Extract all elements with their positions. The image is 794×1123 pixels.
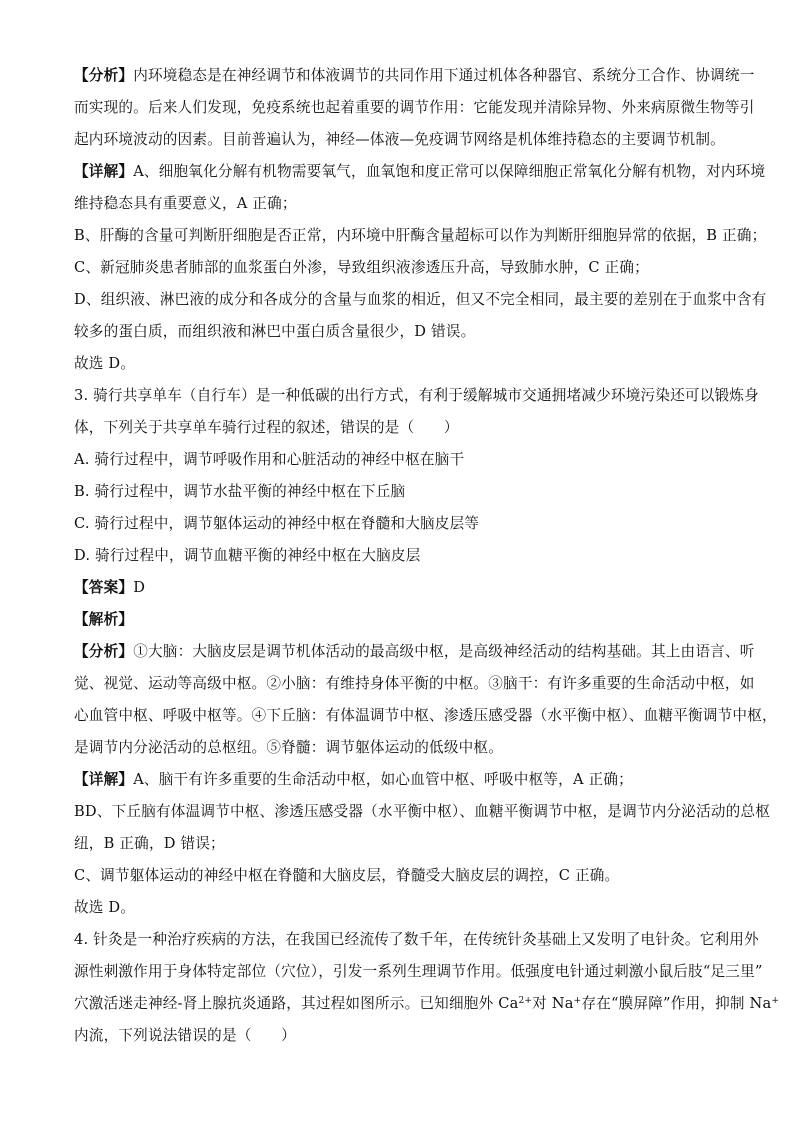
detail2-conclusion: 故选 D。	[74, 899, 136, 916]
analysis1-line1: 【分析】内环境稳态是在神经调节和体液调节的共同作用下通过机体各种器官、系统分工合作、协调统一	[74, 67, 755, 84]
explain-tag: 【解析】	[74, 611, 134, 628]
question3-option-c: C. 骑行过程中，调节躯体运动的神经中枢在脊髓和大脑皮层等	[74, 515, 480, 532]
detail1-line4: C、新冠肺炎患者肺部的血浆蛋白外渗，导致组织液渗透压升高，导致肺水肿，C 正确；	[74, 259, 649, 276]
analysis2-line3: 心血管中枢、呼吸中枢等。④下丘脑：有体温调节中枢、渗透压感受器（水平衡中枢）、血糖平衡调节中枢，	[74, 707, 777, 724]
analysis2-line2: 觉、视觉、运动等高级中枢。②小脑：有维持身体平衡的中枢。③脑干：有许多重要的生命活动中枢，如	[74, 675, 755, 692]
detail1-tag: 【详解】	[74, 163, 134, 180]
analysis2-tag: 【分析】	[74, 643, 134, 660]
analysis1-tag: 【分析】	[74, 67, 134, 84]
detail1-line3: B、肝酶的含量可判断肝细胞是否正常，内环境中肝酶含量超标可以作为判断肝细胞异常的依据，B 正确；	[74, 227, 767, 244]
detail1-conclusion: 故选 D。	[74, 355, 136, 372]
detail1-line2: 维持稳态具有重要意义，A 正确；	[74, 195, 297, 212]
question4-stem-line1: 4. 针灸是一种治疗疾病的方法，在我国已经流传了数千年，在传统针灸基础上又发明了电针灸。它利用外	[74, 931, 759, 948]
question3-option-b: B. 骑行过程中，调节水盐平衡的神经中枢在下丘脑	[74, 483, 406, 500]
question3-option-d: D. 骑行过程中，调节血糖平衡的神经中枢在大脑皮层	[74, 547, 421, 564]
question4-stem-line4: 内流，下列说法错误的是（ ）	[74, 1027, 296, 1044]
detail1-line5: D、组织液、淋巴液的成分和各成分的含量与血浆的相近，但又不完全相同，最主要的差别在于血浆中含有	[74, 291, 767, 308]
detail2-tag: 【详解】	[74, 771, 134, 788]
answer-value: D	[133, 579, 146, 596]
detail1-line6: 较多的蛋白质，而组织液和淋巴中蛋白质含量很少，D 错误。	[74, 323, 476, 340]
question4-stem-line3: 穴激活迷走神经-肾上腺抗炎通路，其过程如图所示。已知细胞外 $Ca^{2+}$对 Na+存在“膜屏障”作用，抑制 Na+	[74, 995, 780, 1012]
question3-option-a: A. 骑行过程中，调节呼吸作用和心脏活动的神经中枢在脑干	[74, 451, 465, 468]
analysis2-line4: 是调节内分泌活动的总枢纽。⑤脊髓：调节躯体运动的低级中枢。	[74, 739, 504, 756]
detail1-line1: 【详解】A、细胞氧化分解有机物需要氧气，血氧饱和度正常可以保障细胞正常氧化分解有机物，对内环境	[74, 163, 766, 180]
analysis1-line2: 而实现的。后来人们发现，免疫系统也起着重要的调节作用：它能发现并清除异物、外来病原微生物等引	[74, 99, 755, 116]
question3-answer	[74, 578, 145, 598]
detail2-line2: BD、下丘脑有体温调节中枢、渗透压感受器（水平衡中枢）、血糖平衡调节中枢，是调节内分泌活动的总枢	[74, 803, 771, 820]
question3-stem-line1: 3. 骑行共享单车（自行车）是一种低碳的出行方式，有利于缓解城市交通拥堵减少环境污染还可以锻炼身	[74, 387, 759, 404]
question3-stem-line2: 体，下列关于共享单车骑行过程的叙述，错误的是（ ）	[74, 419, 459, 436]
detail2-line1: 【详解】A、脑干有许多重要的生命活动中枢，如心血管中枢、呼吸中枢等，A 正确；	[74, 771, 633, 788]
detail2-line4: C、调节躯体运动的神经中枢在脊髓和大脑皮层，脊髓受大脑皮层的调控，C 正确。	[74, 867, 620, 884]
answer-tag: 【答案】	[74, 579, 134, 596]
detail2-line3: 纽，B 正确，D 错误；	[74, 835, 225, 852]
analysis1-line3: 起内环境波动的因素。目前普遍认为，神经—体液—免疫调节网络是机体维持稳态的主要调节机制。	[74, 131, 725, 148]
question4-stem-line2: 源性刺激作用于身体特定部位（穴位），引发一系列生理调节作用。低强度电针通过刺激小鼠后肢“足三里”	[74, 963, 763, 980]
analysis2-line1: 【分析】①大脑：大脑皮层是调节机体活动的最高级中枢，是高级神经活动的结构基础。其上由语言、听	[74, 643, 755, 660]
